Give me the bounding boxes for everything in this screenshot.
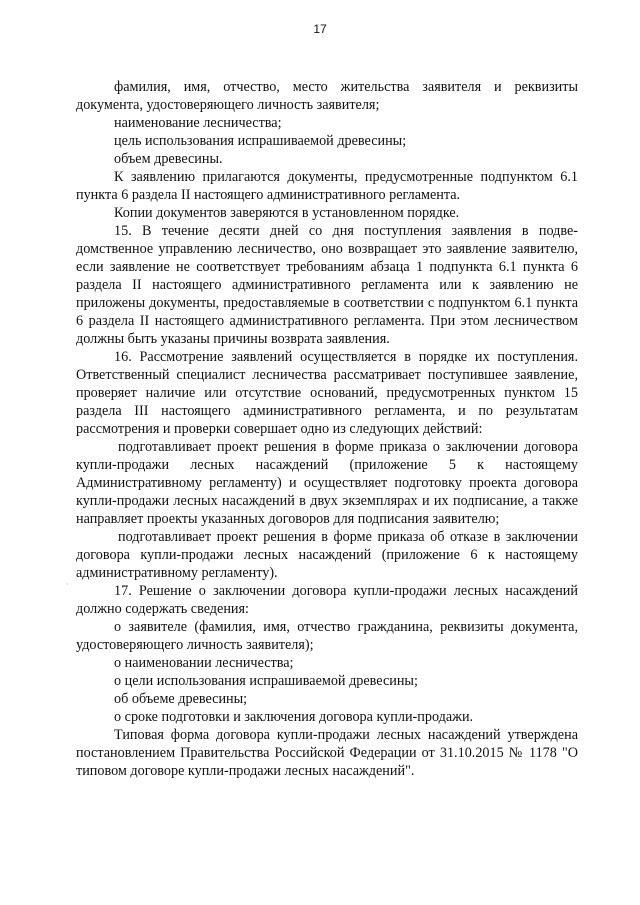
paragraph-about-term: о сроке подготовки и заключения договора купли-продажи. xyxy=(114,709,474,725)
paragraph-about-purpose: о цели использования испрашиваемой древесины; xyxy=(114,673,418,689)
paragraph-forestry-name: наименование лесничества; xyxy=(114,115,282,131)
paragraph-wood-volume: объем древесины. xyxy=(114,151,223,167)
margin-mark: · xyxy=(66,580,69,589)
paragraph-item-17: 17. Решение о заключении договора купли-продажи лесных насаждений должно содержать сведения: xyxy=(76,583,578,617)
paragraph-typical-contract-form: Типовая форма договора купли-продажи лесных насаждений утверждена постановлением Правительства Российской Федерации от 31.10.2015 № 1178 "О типовом договоре купли-продажи лесных насаждений". xyxy=(76,727,578,779)
paragraph-about-volume: об объеме древесины; xyxy=(114,691,248,707)
paragraph-prepare-refusal-order: подготавливает проект решения в форме приказа об отказе в заключении договора купли-продажи лесных насаждений (приложение 6 к настоящему административному регламенту). xyxy=(76,529,578,581)
paragraph-wood-purpose: цель использования испрашиваемой древесины; xyxy=(114,133,407,149)
paragraph-about-forestry: о наименовании лесничества; xyxy=(114,655,294,671)
paragraph-applicant-details: фамилия, имя, отчество, место жительства заявителя и реквизиты документа, удостоверяющего личность заявителя; xyxy=(76,79,578,113)
page-number: 17 xyxy=(313,22,327,36)
paragraph-copies-certified: Копии документов заверяются в установленном порядке. xyxy=(114,205,460,221)
paragraph-prepare-contract-order: подготавливает проект решения в форме приказа о заключении договора купли-продажи лесных насаждений (приложение 5 к настоящему Административному регламенту) и осуществляет подготовку проекта договора купли-продажи лесных насаждений в двух экземплярах и их подписание, а также направляет проекты указанных договоров для подписания заявителю; xyxy=(76,439,578,527)
paragraph-about-applicant: о заявителе (фамилия, имя, отчество гражданина, реквизиты документа, удостоверяющего личность заявителя); xyxy=(76,619,578,653)
paragraph-item-15: 15. В течение десяти дней со дня поступления заявления в подведомственное управлению лесничество, оно возвращает это заявление заявителю, если заявление не соответствует требованиям абзаца 1 подпункта 6.1 пункта 6 раздела II настоящего административного регламента или к заявлению не приложены документы, предоставляемые в соответствии с подпунктом 6.1 пункта 6 раздела II настоящего административного регламента. При этом лесничеством должны быть указаны причины возврата заявления. xyxy=(76,223,578,347)
document-body xyxy=(76,78,578,780)
paragraph-attached-documents: К заявлению прилагаются документы, предусмотренные подпунктом 6.1 пункта 6 раздела II настоящего административного регламента. xyxy=(76,169,578,203)
paragraph-item-16: 16. Рассмотрение заявлений осуществляется в порядке их поступления. Ответственный специалист лесничества рассматривает поступившее заявление, проверяет наличие или отсутствие оснований, предусмотренных пунктом 15 раздела III настоящего административного регламента, и по результатам рассмотрения и проверки совершает одно из следующих действий: xyxy=(76,349,578,437)
